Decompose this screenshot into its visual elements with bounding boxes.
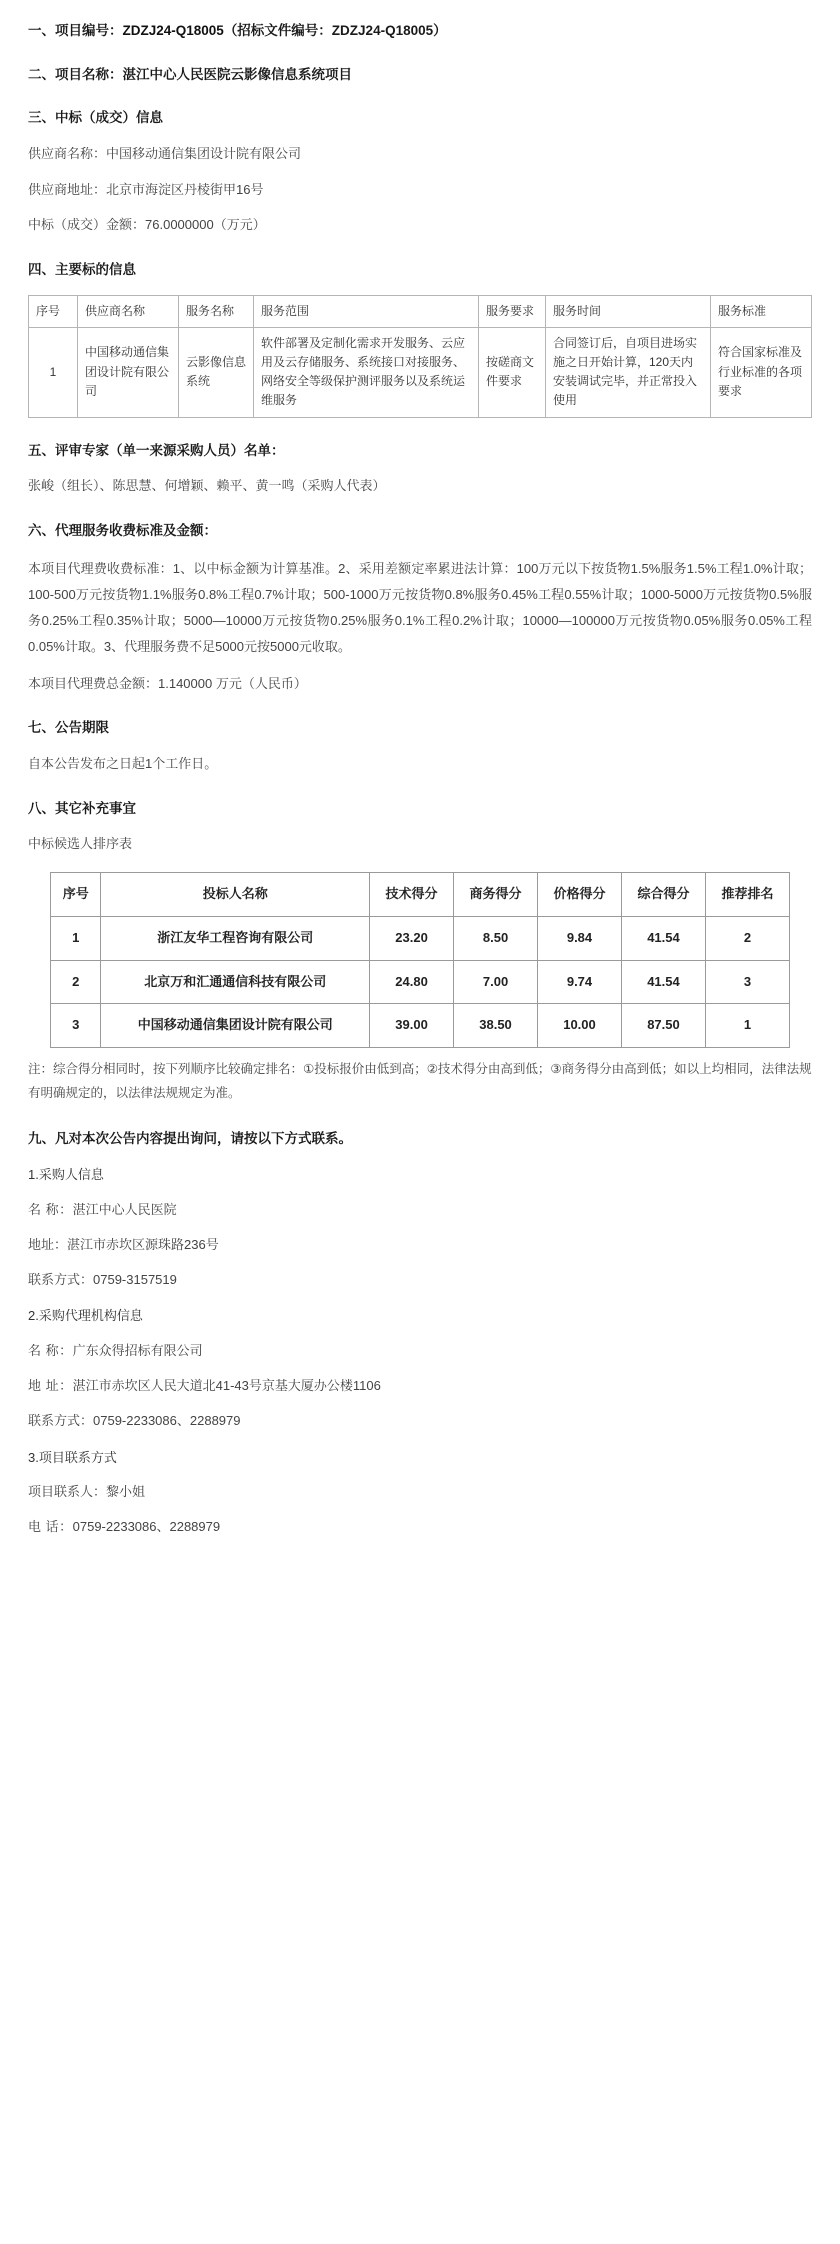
rank-cell-total: 87.50: [621, 1004, 705, 1048]
rank-cell-business: 38.50: [454, 1004, 538, 1048]
col-service-scope: 服务范围: [254, 295, 479, 327]
ranking-note: 注：综合得分相同时，按下列顺序比较确定排名：①投标报价由低到高；②技术得分由高到低；③商务得分由高到低；如以上均相同，法律法规有明确规定的，以法律法规规定为准。: [28, 1062, 812, 1100]
agency-name-row: [28, 1341, 812, 1362]
section-1-suffix: （招标文件编号：ZDZJ24-Q18005）: [223, 23, 447, 38]
agency-address-value: 湛江市赤坎区人民大道北41-43号京基大厦办公楼1106: [72, 1378, 381, 1393]
cell-service-time: 合同签订后，自项目进场实施之日开始计算，120天内安装调试完毕，并正常投入使用: [546, 327, 711, 417]
agency-name-label: 名 称：: [28, 1343, 73, 1359]
award-amount-row: [28, 214, 812, 237]
purchaser-info-title: 1.采购人信息: [28, 1167, 104, 1183]
rank-col-seq: 序号: [51, 872, 101, 916]
section-9-heading: 九、凡对本次公告内容提出询问，请按以下方式联系。: [28, 1130, 352, 1146]
rank-cell-price: 10.00: [538, 1004, 622, 1048]
cell-supplier: 中国移动通信集团设计院有限公司: [78, 327, 179, 417]
section-1-heading: [28, 20, 812, 42]
col-seq: 序号: [29, 295, 78, 327]
section-7-heading: 七、公告期限: [28, 720, 109, 736]
project-contact-person-value: 黎小姐: [106, 1484, 146, 1500]
main-subject-table: [28, 295, 812, 418]
cell-service-standard: 符合国家标准及行业标准的各项要求: [711, 327, 812, 417]
col-service-standard: 服务标准: [711, 295, 812, 327]
purchaser-address-row: [28, 1235, 812, 1256]
col-service-time: 服务时间: [546, 295, 711, 327]
project-number-value: ZDZJ24-Q18005: [122, 23, 224, 38]
rank-col-name: 投标人名称: [101, 872, 370, 916]
purchaser-address-value: 湛江市赤坎区源珠路236号: [67, 1236, 219, 1252]
project-contact-phone-row: [28, 1517, 812, 1538]
agency-name-value: 广东众得招标有限公司: [72, 1343, 203, 1359]
project-contact-person-label: 项目联系人：: [28, 1484, 107, 1500]
project-contact-phone-label: 电 话：: [28, 1519, 73, 1535]
agency-contact-row: [28, 1411, 812, 1432]
agency-contact-label: 联系方式：: [28, 1412, 94, 1428]
purchaser-contact-value: 0759-3157519: [93, 1271, 177, 1287]
project-contact-title: 3.项目联系方式: [28, 1449, 117, 1465]
agency-fee-rule: 本项目代理费收费标准：1、以中标金额为计算基准。2、采用差额定率累进法计算：100万元以下按货物1.5%服务1.5%工程1.0%计取；100-500万元按货物1.1%服务0.8%工程0.7%计取；500-1000万元按货物0.8%服务0.45%工程0.55%计取；1000-5000万元按货物0.5%服务0.25%工程0.35%计取；5000—10000万元按货物0.25%服务0.1%工程0.2%计取；10000—100000万元按货物0.05%服务0.05%工程0.05%计取。3、代理服务费不足5000元按5000元收取。: [28, 560, 812, 654]
purchaser-contact-label: 联系方式：: [28, 1271, 94, 1287]
candidate-ranking-wrapper: [28, 872, 812, 1048]
section-2-heading: [28, 64, 812, 86]
project-contact-person-row: [28, 1482, 812, 1503]
project-contact-phone-value: 0759-2233086、2288979: [72, 1519, 221, 1535]
supplier-address-row: [28, 179, 812, 202]
purchaser-address-label: 地址：: [28, 1236, 68, 1252]
rank-cell-rank: 2: [705, 916, 789, 960]
rank-header-row: [51, 872, 790, 916]
rank-cell-name: 北京万和汇通通信科技有限公司: [101, 960, 370, 1004]
rank-cell-name: 中国移动通信集团设计院有限公司: [101, 1004, 370, 1048]
section-3-heading: 三、中标（成交）信息: [28, 110, 163, 126]
cell-service-name: 云影像信息系统: [179, 327, 254, 417]
rank-col-price: 价格得分: [538, 872, 622, 916]
purchaser-name-row: [28, 1200, 812, 1221]
candidate-ranking-table: [50, 872, 790, 1048]
section-5-heading: 五、评审专家（单一来源采购人员）名单：: [28, 442, 285, 458]
col-service-name: 服务名称: [179, 295, 254, 327]
section-8-heading: 八、其它补充事宜: [28, 800, 136, 816]
agency-address-label: 地 址：: [28, 1378, 73, 1393]
candidate-ranking-subtitle: 中标候选人排序表: [28, 836, 133, 852]
supplier-name-row: [28, 143, 812, 166]
rank-cell-name: 浙江友华工程咨询有限公司: [101, 916, 370, 960]
rank-col-rank: 推荐排名: [705, 872, 789, 916]
table-header-row: [29, 295, 812, 327]
rank-col-total: 综合得分: [621, 872, 705, 916]
table-row: [51, 916, 790, 960]
agency-fee-total: 本项目代理费总金额：1.140000 万元（人民币）: [28, 675, 307, 691]
col-service-requirement: 服务要求: [479, 295, 546, 327]
supplier-name-label: 供应商名称：: [28, 145, 107, 161]
rank-cell-seq: 3: [51, 1004, 101, 1048]
rank-cell-total: 41.54: [621, 960, 705, 1004]
section-2-label: 二、项目名称：: [28, 66, 123, 82]
rank-cell-tech: 24.80: [370, 960, 454, 1004]
section-4-heading: 四、主要标的信息: [28, 262, 136, 278]
rank-cell-business: 7.00: [454, 960, 538, 1004]
rank-col-tech: 技术得分: [370, 872, 454, 916]
cell-service-scope: 软件部署及定制化需求开发服务、云应用及云存储服务、系统接口对接服务、网络安全等级保护测评服务以及系统运维服务: [254, 327, 479, 417]
rank-cell-rank: 1: [705, 1004, 789, 1048]
agency-info-title: 2.采购代理机构信息: [28, 1308, 143, 1324]
rank-cell-rank: 3: [705, 960, 789, 1004]
project-name-value: 湛江中心人民医院云影像信息系统项目: [122, 66, 352, 82]
award-amount-label: 中标（成交）金额：: [28, 217, 146, 233]
purchaser-name-value: 湛江中心人民医院: [72, 1202, 177, 1218]
rank-cell-price: 9.74: [538, 960, 622, 1004]
section-1-label: 一、项目编号：: [28, 23, 123, 38]
supplier-name-value: 中国移动通信集团设计院有限公司: [106, 145, 302, 161]
cell-service-requirement: 按磋商文件要求: [479, 327, 546, 417]
rank-cell-business: 8.50: [454, 916, 538, 960]
table-row: [51, 1004, 790, 1048]
rank-col-business: 商务得分: [454, 872, 538, 916]
award-amount-value: 76.0000000（万元）: [145, 217, 266, 233]
rank-cell-price: 9.84: [538, 916, 622, 960]
purchaser-name-label: 名 称：: [28, 1202, 73, 1218]
rank-cell-seq: 1: [51, 916, 101, 960]
table-row: [29, 327, 812, 417]
announcement-period: 自本公告发布之日起1个工作日。: [28, 755, 218, 771]
agency-address-row: [28, 1376, 812, 1397]
rank-cell-tech: 39.00: [370, 1004, 454, 1048]
col-supplier: 供应商名称: [78, 295, 179, 327]
table-row: [51, 960, 790, 1004]
rank-cell-total: 41.54: [621, 916, 705, 960]
supplier-address-label: 供应商地址：: [28, 181, 107, 197]
rank-cell-tech: 23.20: [370, 916, 454, 960]
supplier-address-value: 北京市海淀区丹棱街甲16号: [106, 181, 264, 197]
agency-contact-value: 0759-2233086、2288979: [93, 1412, 241, 1428]
expert-list: 张峻（组长）、陈思慧、何增颖、赖平、黄一鸣（采购人代表）: [28, 478, 386, 494]
rank-cell-seq: 2: [51, 960, 101, 1004]
section-6-heading: 六、代理服务收费标准及金额：: [28, 522, 217, 538]
cell-seq: 1: [29, 327, 78, 417]
purchaser-contact-row: [28, 1270, 812, 1291]
